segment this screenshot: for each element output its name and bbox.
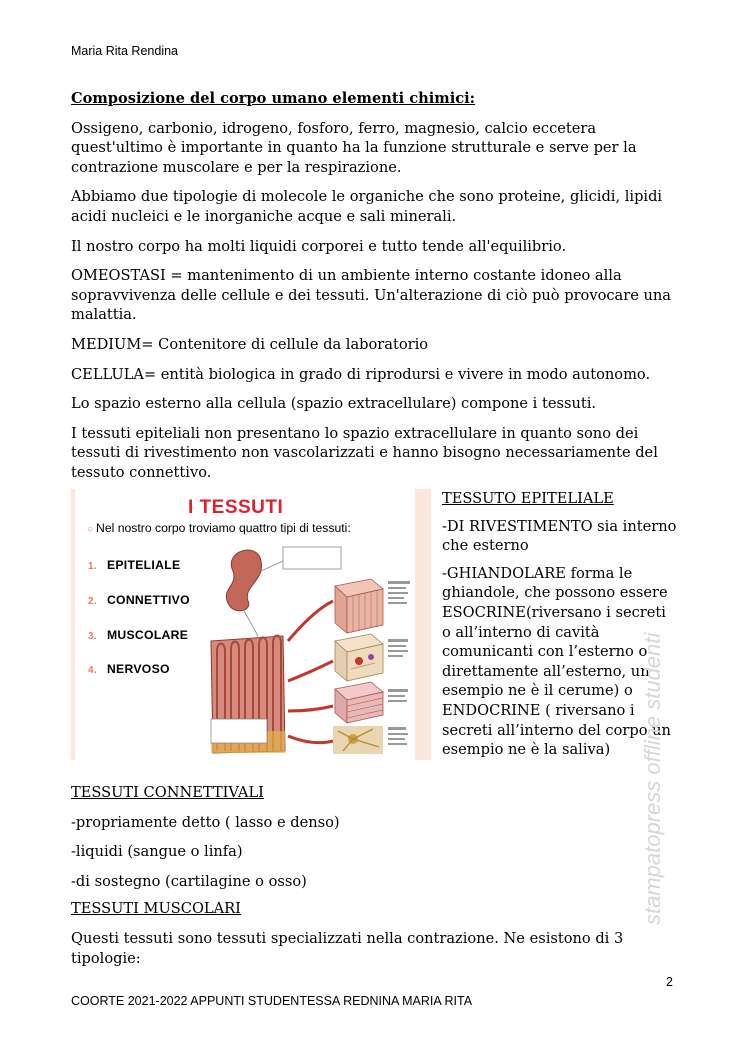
tissue-number: 1. xyxy=(88,561,97,572)
side-paragraph: -DI RIVESTIMENTO sia interno che esterno xyxy=(442,517,677,555)
tissue-label: NERVOSO xyxy=(106,662,170,676)
tissue-label: EPITELIALE xyxy=(106,558,181,572)
tissue-item xyxy=(88,558,180,572)
paragraph: Ossigeno, carbonio, idrogeno, fosforo, ferro, magnesio, calcio eccetera quest'ultimo è importante in quanto ha la funzione strutturale e serve per la contrazione muscolare e per la respirazione. xyxy=(71,119,637,176)
paragraph: Abbiamo due tipologie di molecole le organiche che sono proteine, glicidi, lipidi acidi nucleici e le inorganiche acque e sali minerali. xyxy=(71,188,663,225)
page-footer: COORTE 2021-2022 APPUNTI STUDENTESSA REDNINA MARIA RITA xyxy=(71,994,473,1008)
paragraph: Lo spazio esterno alla cellula (spazio extracellulare) compone i tessuti. xyxy=(71,395,597,413)
list-item: -propriamente detto ( lasso e denso) xyxy=(71,813,340,831)
nervous-tissue-image xyxy=(333,726,383,754)
connective-tissue-block xyxy=(335,634,383,681)
callout-box xyxy=(211,719,267,743)
connettivali-heading: TESSUTI CONNETTIVALI xyxy=(71,784,264,801)
bullet-icon: ○ xyxy=(87,524,94,535)
epithelial-tissue-block xyxy=(335,579,383,633)
tissue-item xyxy=(88,662,170,676)
muscle-tissue-block xyxy=(335,682,383,723)
side-heading: TESSUTO EPITELIALE xyxy=(442,490,614,507)
paragraph: Questi tessuti sono tessuti specializzati nella contrazione. Ne esistono di 3 tipologie: xyxy=(71,929,624,967)
side-paragraph: -GHIANDOLARE forma le ghiandole, che possono essere ESOCRINE(riversano i secreti o all’interno di cavità comunicanti con l’esterno o direttamente all’esterno, un esempio ne è il cerume) o ENDOCRINE ( riversano i secreti all’interno del corpo un esempio ne è la saliva) xyxy=(442,564,671,759)
tissue-number: 4. xyxy=(88,665,97,676)
page-number: 2 xyxy=(666,975,673,989)
tissue-number: 3. xyxy=(88,631,97,642)
lower-text xyxy=(71,783,677,978)
main-text xyxy=(71,89,677,493)
figure-panel xyxy=(75,489,415,760)
paragraph: CELLULA= entità biologica in grado di riprodursi e vivere in modo autonomo. xyxy=(71,365,651,383)
list-item: -di sostegno (cartilagine o osso) xyxy=(71,872,307,890)
tissues-figure xyxy=(71,489,431,760)
stomach-shape xyxy=(226,550,261,611)
side-column xyxy=(416,489,676,760)
tissue-number: 2. xyxy=(88,596,97,607)
tissue-label: MUSCOLARE xyxy=(106,628,189,642)
tissue-label: CONNETTIVO xyxy=(106,593,190,607)
figure-title: I TESSUTI xyxy=(188,497,284,518)
list-item: -liquidi (sangue o linfa) xyxy=(71,843,243,861)
figure-intro-text: Nel nostro corpo troviamo quattro tipi di tessuti: xyxy=(96,521,351,535)
section-title: Composizione del corpo umano elementi chimici: xyxy=(71,90,476,107)
muscolari-heading: TESSUTI MUSCOLARI xyxy=(71,900,241,918)
watermark: stampatopress offline studenti xyxy=(640,632,665,925)
paragraph: Il nostro corpo ha molti liquidi corporei e tutto tende all'equilibrio. xyxy=(71,237,567,255)
side-bar xyxy=(416,489,431,760)
figure-intro xyxy=(87,521,351,535)
tissue-item xyxy=(88,628,188,642)
callout-box xyxy=(283,547,341,569)
paragraph: I tessuti epiteliali non presentano lo spazio extracellulare in quanto sono dei tessuti di rivestimento non vascolarizzati e hanno bisogno necessariamente del tessuto connettivo. xyxy=(71,424,658,481)
tissue-illustration xyxy=(203,541,413,756)
paragraph: OMEOSTASI = mantenimento di un ambiente interno costante idoneo alla sopravvivenza delle cellule e dei tessuti. Un'alterazione di ciò può provocare una malattia. xyxy=(71,267,671,324)
paragraph: MEDIUM= Contenitore di cellule da laboratorio xyxy=(71,335,429,353)
tissue-item xyxy=(88,593,190,607)
page-header-author: Maria Rita Rendina xyxy=(71,44,178,58)
